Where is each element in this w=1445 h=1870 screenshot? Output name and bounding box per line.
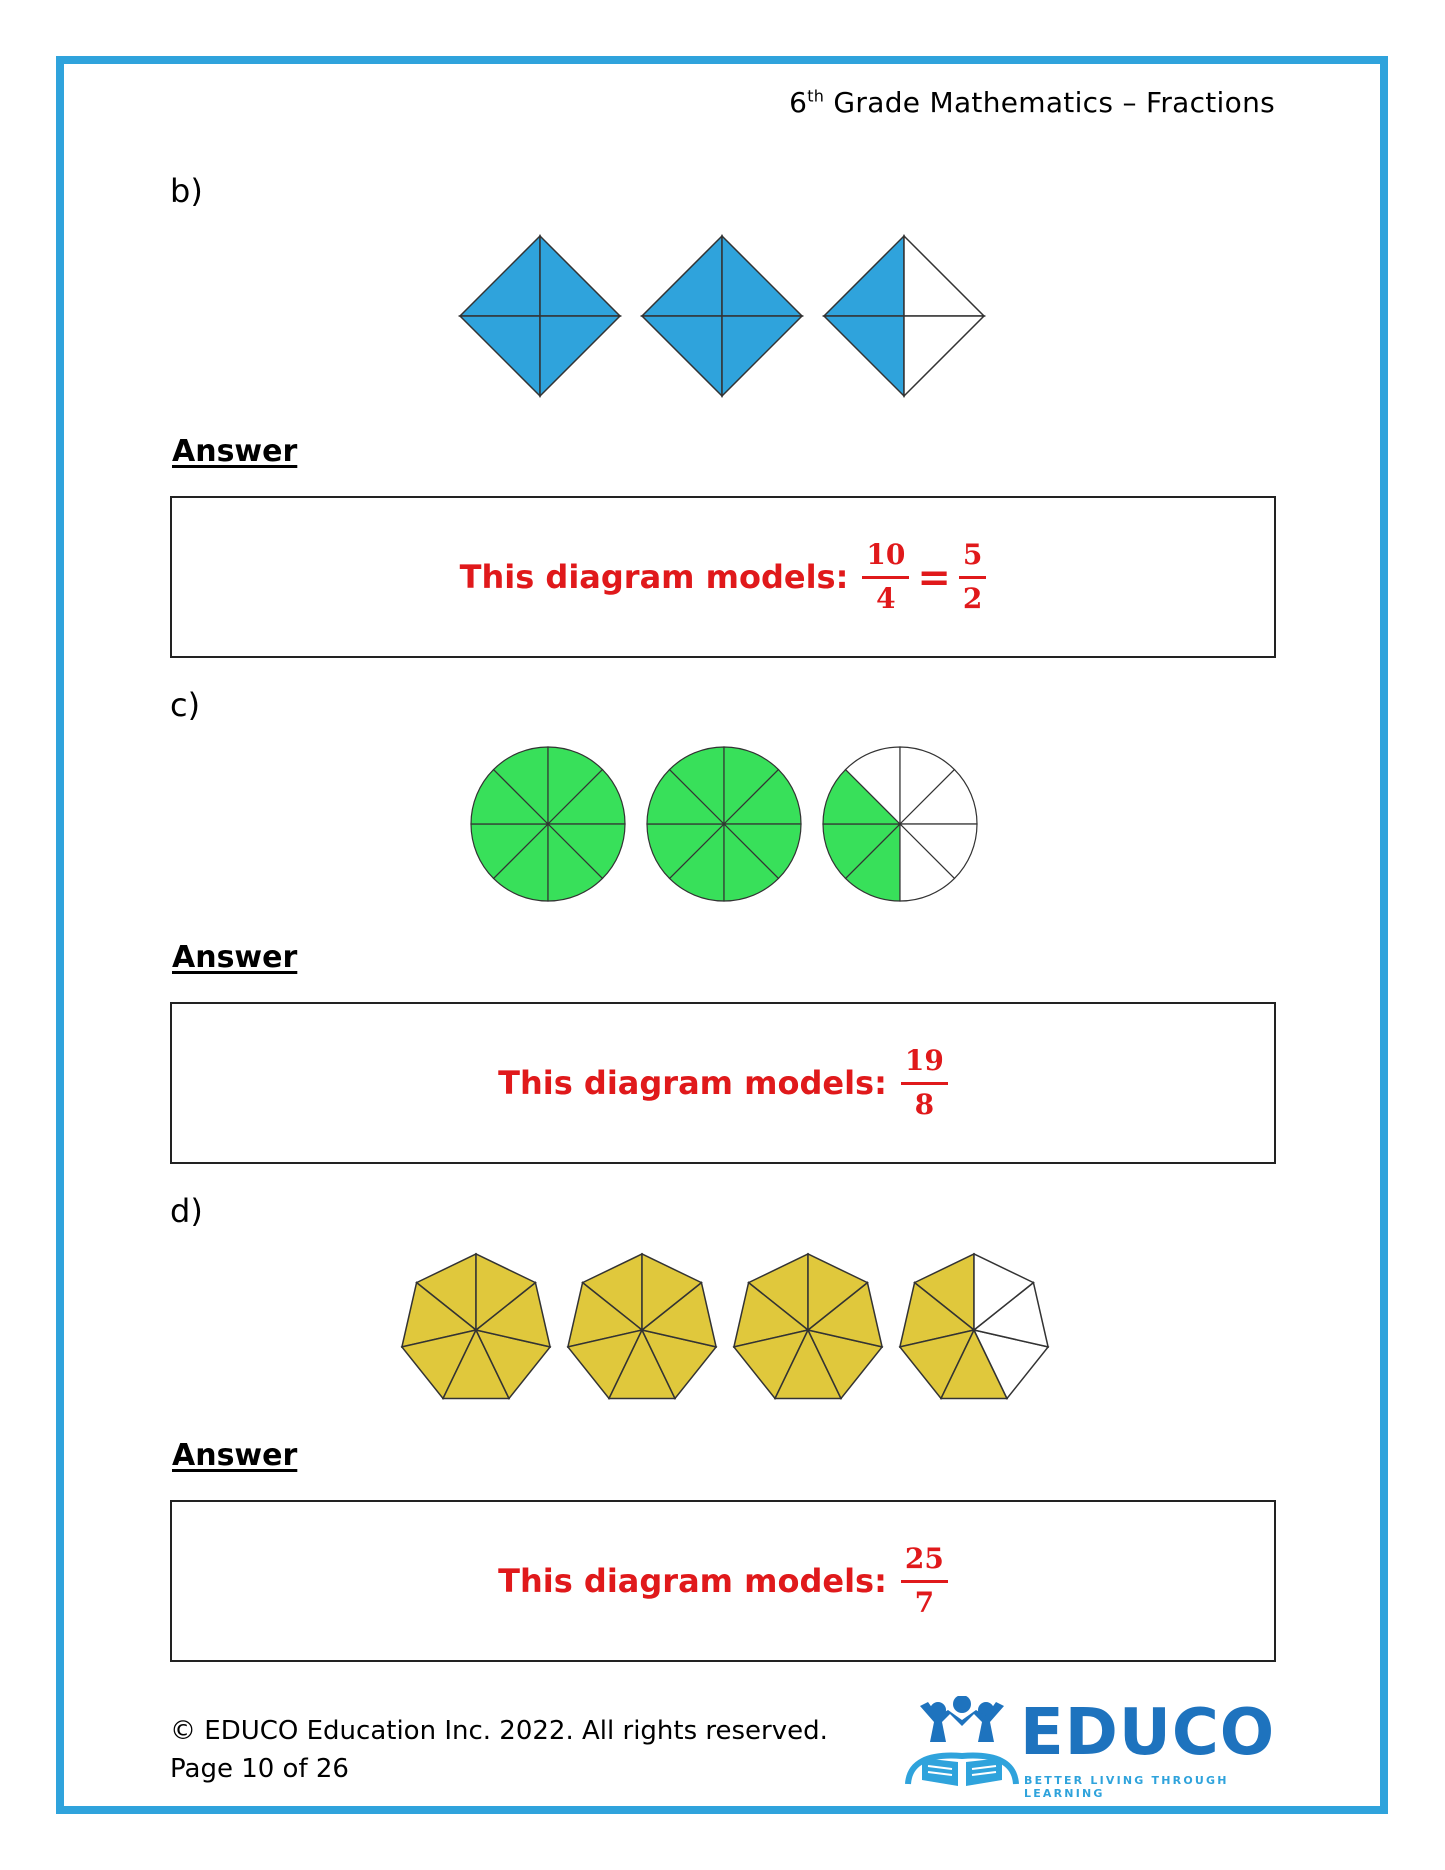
fraction	[862, 539, 909, 614]
diamond-fraction-diagram	[0, 232, 1445, 402]
fraction-part-shaded	[460, 236, 540, 316]
fraction-numerator: 5	[959, 539, 986, 578]
answer-heading-c: Answer	[172, 940, 298, 975]
answer-text: This diagram models:	[498, 1064, 887, 1102]
logo-people-book-icon	[900, 1696, 1020, 1792]
copyright-text: © EDUCO Education Inc. 2022. All rights reserved.	[170, 1716, 828, 1746]
fraction	[901, 1543, 948, 1618]
circle-shape	[471, 747, 625, 901]
fraction-part-shaded	[642, 316, 722, 396]
answer-box-c	[170, 1002, 1276, 1164]
fraction-part-unshaded	[904, 236, 984, 316]
educo-logo	[900, 1696, 1280, 1800]
heptagon-shape	[900, 1254, 1048, 1398]
fraction-part-shaded	[722, 236, 802, 316]
section-label-b: b)	[170, 172, 203, 210]
answer-heading-b: Answer	[172, 434, 298, 469]
answer-text: This diagram models:	[498, 1562, 887, 1600]
circle-shape	[647, 747, 801, 901]
fraction-part-shaded	[642, 236, 722, 316]
fraction-numerator: 25	[901, 1543, 948, 1582]
section-label-c: c)	[170, 686, 201, 724]
answer-box-b	[170, 496, 1276, 658]
heptagon-shape	[568, 1254, 716, 1398]
heptagon-fraction-diagram	[0, 1246, 1445, 1416]
answer-text: This diagram models:	[459, 558, 849, 596]
fraction-numerator: 19	[901, 1045, 948, 1084]
fraction-simplified	[959, 539, 986, 614]
circle-fraction-diagram	[0, 740, 1445, 910]
fraction-denominator: 4	[876, 581, 896, 615]
fraction-part-shaded	[540, 316, 620, 396]
page-header: 6th Grade Mathematics – Fractions	[789, 86, 1275, 119]
fraction-part-shaded	[722, 316, 802, 396]
fraction-part-shaded	[824, 316, 904, 396]
fraction-part-shaded	[460, 316, 540, 396]
heptagon-shape	[402, 1254, 550, 1398]
diamond-shape	[460, 236, 620, 396]
answer-heading-d: Answer	[172, 1438, 298, 1473]
fraction-numerator: 10	[862, 539, 909, 578]
page-number: Page 10 of 26	[170, 1754, 349, 1784]
equals-sign: =	[917, 553, 951, 601]
fraction-denominator: 7	[914, 1585, 935, 1619]
fraction-part-shaded	[824, 236, 904, 316]
logo-wordmark: EDUCO	[1020, 1696, 1276, 1770]
fraction-part-shaded	[540, 236, 620, 316]
fraction-denominator: 2	[962, 581, 983, 615]
section-label-d: d)	[170, 1192, 203, 1230]
fraction	[901, 1045, 948, 1120]
fraction-part-unshaded	[904, 316, 984, 396]
logo-tagline: BETTER LIVING THROUGH LEARNING	[1024, 1774, 1229, 1800]
fraction-denominator: 8	[914, 1087, 935, 1121]
answer-box-d	[170, 1500, 1276, 1662]
diamond-shape	[642, 236, 802, 396]
circle-shape	[823, 747, 977, 901]
diamond-shape	[824, 236, 984, 396]
heptagon-shape	[734, 1254, 882, 1398]
